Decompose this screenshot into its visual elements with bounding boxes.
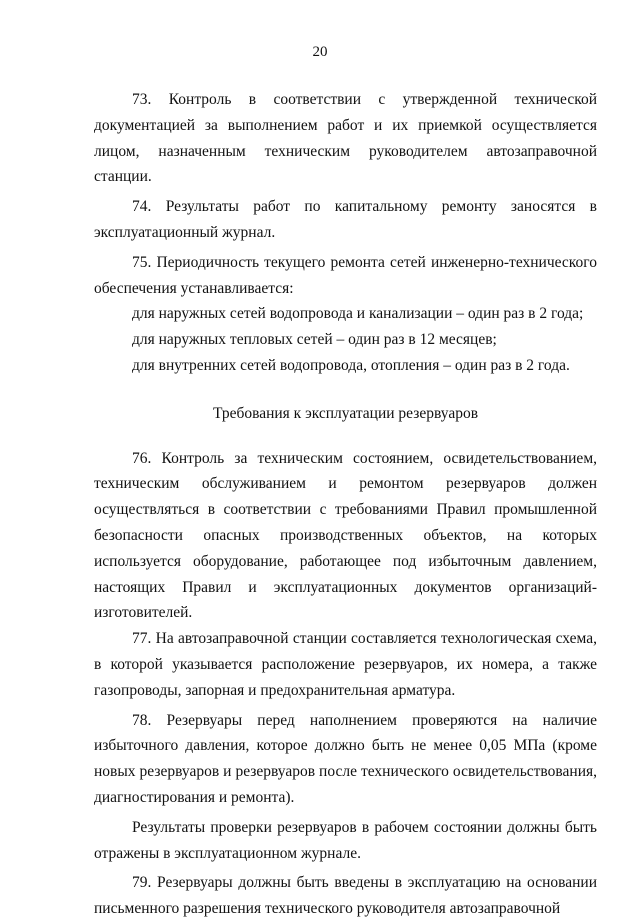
paragraph-75: 75. Периодичность текущего ремонта сетей инженерно-технического обеспечения устанавливается:: [94, 253, 597, 297]
paragraph-78: 78. Резервуары перед наполнением проверяются на наличие избыточного давления, которое должно быть не менее 0,05 МПа (кроме новых резервуаров и резервуаров после технического освидетельствования, диагностирования и ремонта).: [94, 711, 597, 806]
paragraph-76: 76. Контроль за техническим состоянием, освидетельствованием, техническим обслуживанием и ремонтом резервуаров должен осуществляться в соответствии с требованиями Правил промышленной безопасности опасных производственных объектов, на которых используется оборудование, работающее под избыточным давлением, настоящих Правил и эксплуатационных документов организаций-изготовителей.: [94, 449, 597, 622]
page-number: 20: [312, 44, 328, 60]
section-heading: Требования к эксплуатации резервуаров: [212, 404, 479, 422]
paragraph-78-note: Результаты проверки резервуаров в рабочем состоянии должны быть отражены в эксплуатационном журнале.: [94, 818, 597, 862]
list-item: для внутренних сетей водопровода, отопления – один раз в 2 года.: [132, 356, 570, 374]
document-body: [94, 87, 597, 922]
paragraph-74: 74. Результаты работ по капитальному ремонту заносятся в эксплуатационный журнал.: [94, 198, 597, 241]
list-item: для наружных тепловых сетей – один раз в 12 месяцев;: [132, 331, 497, 349]
paragraph-73: 73. Контроль в соответствии с утвержденной технической документацией за выполнением работ и их приемкой осуществляется лицом, назначенным техническим руководителем автозаправочной станции.: [94, 91, 597, 186]
paragraph-77: 77. На автозаправочной станции составляется технологическая схема, в которой указывается расположение резервуаров, их номера, а также газопроводы, запорная и предохранительная арматура.: [94, 630, 597, 699]
paragraph-79: 79. Резервуары должны быть введены в эксплуатацию на основании письменного разрешения технического руководителя автозаправочной: [94, 874, 597, 918]
list-item: для наружных сетей водопровода и канализации – один раз в 2 года;: [132, 305, 584, 323]
